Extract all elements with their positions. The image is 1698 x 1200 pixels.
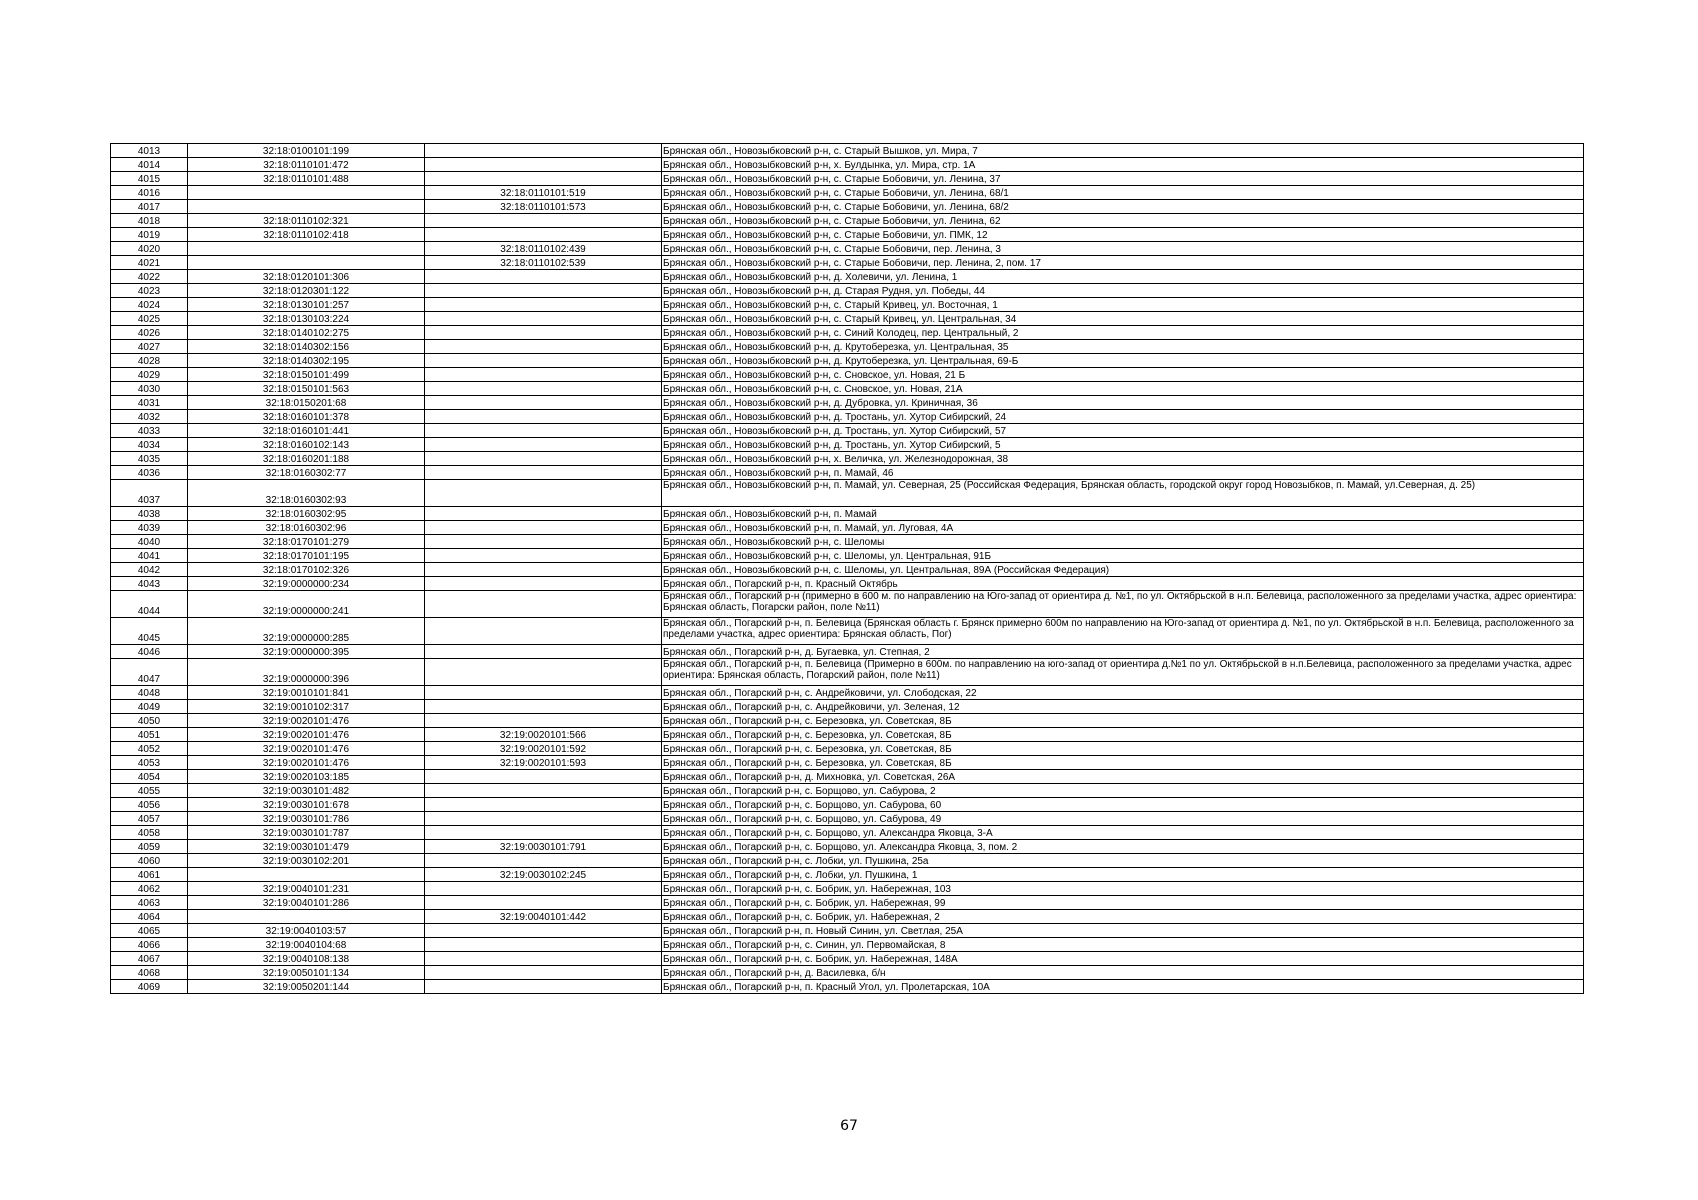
row-number-cell: 4033 bbox=[111, 424, 188, 438]
row-number-cell: 4049 bbox=[111, 700, 188, 714]
row-number-cell: 4020 bbox=[111, 242, 188, 256]
cadastral-number-cell: 32:18:0170101:279 bbox=[188, 535, 425, 549]
cadastral-number-cell: 32:19:0030101:787 bbox=[188, 826, 425, 840]
premises-cadastral-number-cell bbox=[425, 214, 662, 228]
address-cell: Брянская обл., Новозыбковский р-н, п. Мамай bbox=[662, 507, 1584, 521]
table-row bbox=[111, 410, 1584, 424]
address-cell: Брянская обл., Погарский р-н, с. Лобки, ул. Пушкина, 1 bbox=[662, 868, 1584, 882]
address-cell: Брянская обл., Погарский р-н, п. Красный Угол, ул. Пролетарская, 10А bbox=[662, 980, 1584, 994]
address-cell: Брянская обл., Новозыбковский р-н, д. Холевичи, ул. Ленина, 1 bbox=[662, 270, 1584, 284]
cadastral-number-cell: 32:18:0160101:378 bbox=[188, 410, 425, 424]
row-number-cell: 4028 bbox=[111, 354, 188, 368]
premises-cadastral-number-cell bbox=[425, 410, 662, 424]
address-cell: Брянская обл., Новозыбковский р-н, с. Старые Бобовичи, ул. Ленина, 37 bbox=[662, 172, 1584, 186]
row-number-cell: 4035 bbox=[111, 452, 188, 466]
address-cell: Брянская обл., Новозыбковский р-н, д. Дубровка, ул. Криничная, 36 bbox=[662, 396, 1584, 410]
cadastral-number-cell: 32:19:0030102:201 bbox=[188, 854, 425, 868]
address-cell: Брянская обл., Погарский р-н, с. Синин, ул. Первомайская, 8 bbox=[662, 938, 1584, 952]
property-table-body bbox=[111, 144, 1584, 994]
row-number-cell: 4064 bbox=[111, 910, 188, 924]
table-row bbox=[111, 882, 1584, 896]
premises-cadastral-number-cell: 32:18:0110101:573 bbox=[425, 200, 662, 214]
table-row bbox=[111, 924, 1584, 938]
address-cell: Брянская обл., Новозыбковский р-н, с. Сновское, ул. Новая, 21А bbox=[662, 382, 1584, 396]
row-number-cell: 4047 bbox=[111, 659, 188, 686]
address-cell: Брянская обл., Погарский р-н, с. Борщово, ул. Сабурова, 49 bbox=[662, 812, 1584, 826]
premises-cadastral-number-cell bbox=[425, 659, 662, 686]
table-row bbox=[111, 466, 1584, 480]
premises-cadastral-number-cell bbox=[425, 700, 662, 714]
cadastral-number-cell bbox=[188, 868, 425, 882]
cadastral-number-cell: 32:18:0150101:499 bbox=[188, 368, 425, 382]
address-cell: Брянская обл., Погарский р-н, д. Бугаевка, ул. Степная, 2 bbox=[662, 645, 1584, 659]
table-row bbox=[111, 172, 1584, 186]
row-number-cell: 4056 bbox=[111, 798, 188, 812]
table-row bbox=[111, 966, 1584, 980]
row-number-cell: 4031 bbox=[111, 396, 188, 410]
cadastral-number-cell: 32:18:0150201:68 bbox=[188, 396, 425, 410]
table-row bbox=[111, 200, 1584, 214]
cadastral-number-cell: 32:18:0130103:224 bbox=[188, 312, 425, 326]
table-row bbox=[111, 868, 1584, 882]
premises-cadastral-number-cell: 32:18:0110102:539 bbox=[425, 256, 662, 270]
address-cell: Брянская обл., Погарский р-н, с. Березовка, ул. Советская, 8Б bbox=[662, 742, 1584, 756]
cadastral-number-cell: 32:19:0000000:241 bbox=[188, 591, 425, 618]
address-cell: Брянская обл., Новозыбковский р-н, с. Шеломы, ул. Центральная, 91Б bbox=[662, 549, 1584, 563]
premises-cadastral-number-cell bbox=[425, 645, 662, 659]
premises-cadastral-number-cell bbox=[425, 577, 662, 591]
premises-cadastral-number-cell bbox=[425, 896, 662, 910]
table-row bbox=[111, 424, 1584, 438]
premises-cadastral-number-cell bbox=[425, 298, 662, 312]
row-number-cell: 4019 bbox=[111, 228, 188, 242]
address-cell: Брянская обл., Новозыбковский р-н, с. Старые Бобовичи, ул. Ленина, 68/2 bbox=[662, 200, 1584, 214]
premises-cadastral-number-cell bbox=[425, 882, 662, 896]
row-number-cell: 4045 bbox=[111, 618, 188, 645]
address-cell: Брянская обл., Новозыбковский р-н, д. Тростань, ул. Хутор Сибирский, 24 bbox=[662, 410, 1584, 424]
cadastral-number-cell: 32:18:0100101:199 bbox=[188, 144, 425, 158]
row-number-cell: 4014 bbox=[111, 158, 188, 172]
row-number-cell: 4044 bbox=[111, 591, 188, 618]
address-cell: Брянская обл., Новозыбковский р-н, д. Тростань, ул. Хутор Сибирский, 5 bbox=[662, 438, 1584, 452]
row-number-cell: 4017 bbox=[111, 200, 188, 214]
table-row bbox=[111, 186, 1584, 200]
premises-cadastral-number-cell: 32:18:0110102:439 bbox=[425, 242, 662, 256]
table-row bbox=[111, 812, 1584, 826]
premises-cadastral-number-cell bbox=[425, 798, 662, 812]
row-number-cell: 4032 bbox=[111, 410, 188, 424]
premises-cadastral-number-cell bbox=[425, 382, 662, 396]
address-cell: Брянская обл., Новозыбковский р-н, д. Старая Рудня, ул. Победы, 44 bbox=[662, 284, 1584, 298]
table-row bbox=[111, 521, 1584, 535]
table-row bbox=[111, 686, 1584, 700]
address-cell: Брянская обл., Погарский р-н, с. Андрейковичи, ул. Зеленая, 12 bbox=[662, 700, 1584, 714]
premises-cadastral-number-cell: 32:19:0030101:791 bbox=[425, 840, 662, 854]
row-number-cell: 4065 bbox=[111, 924, 188, 938]
row-number-cell: 4062 bbox=[111, 882, 188, 896]
cadastral-number-cell: 32:19:0000000:285 bbox=[188, 618, 425, 645]
table-row bbox=[111, 770, 1584, 784]
row-number-cell: 4037 bbox=[111, 480, 188, 507]
row-number-cell: 4069 bbox=[111, 980, 188, 994]
table-row bbox=[111, 910, 1584, 924]
row-number-cell: 4043 bbox=[111, 577, 188, 591]
address-cell: Брянская обл., Новозыбковский р-н, с. Старые Бобовичи, ул. ПМК, 12 bbox=[662, 228, 1584, 242]
address-cell: Брянская обл., Погарский р-н, с. Бобрик, ул. Набережная, 2 bbox=[662, 910, 1584, 924]
address-cell: Брянская обл., Новозыбковский р-н, х. Булдынка, ул. Мира, стр. 1А bbox=[662, 158, 1584, 172]
premises-cadastral-number-cell bbox=[425, 452, 662, 466]
address-cell: Брянская обл., Новозыбковский р-н, с. Старый Кривец, ул. Центральная, 34 bbox=[662, 312, 1584, 326]
cadastral-number-cell: 32:19:0020103:185 bbox=[188, 770, 425, 784]
table-row bbox=[111, 298, 1584, 312]
row-number-cell: 4041 bbox=[111, 549, 188, 563]
address-cell: Брянская обл., Новозыбковский р-н, с. Синий Колодец, пер. Центральный, 2 bbox=[662, 326, 1584, 340]
row-number-cell: 4018 bbox=[111, 214, 188, 228]
row-number-cell: 4063 bbox=[111, 896, 188, 910]
cadastral-number-cell: 32:18:0110102:418 bbox=[188, 228, 425, 242]
cadastral-number-cell: 32:18:0130101:257 bbox=[188, 298, 425, 312]
row-number-cell: 4061 bbox=[111, 868, 188, 882]
premises-cadastral-number-cell: 32:18:0110101:519 bbox=[425, 186, 662, 200]
address-cell: Брянская обл., Погарский р-н, с. Березовка, ул. Советская, 8Б bbox=[662, 756, 1584, 770]
row-number-cell: 4053 bbox=[111, 756, 188, 770]
address-cell: Брянская обл., Новозыбковский р-н, с. Старый Кривец, ул. Восточная, 1 bbox=[662, 298, 1584, 312]
address-cell: Брянская обл., Погарский р-н, д. Василевка, б/н bbox=[662, 966, 1584, 980]
address-cell: Брянская обл., Погарский р-н, с. Андрейковичи, ул. Слободская, 22 bbox=[662, 686, 1584, 700]
premises-cadastral-number-cell: 32:19:0020101:592 bbox=[425, 742, 662, 756]
premises-cadastral-number-cell bbox=[425, 980, 662, 994]
premises-cadastral-number-cell bbox=[425, 563, 662, 577]
address-cell: Брянская обл., Погарский р-н, п. Белевица (Брянская область г. Брянск примерно 600м по направлению на Юго-запад от ориентира д. №1, по ул. Октябрьской в н.п. Белевица, расположенного за пределами участка, адрес ориентира: Брянская область, Пог) bbox=[662, 618, 1584, 645]
cadastral-number-cell bbox=[188, 200, 425, 214]
table-row bbox=[111, 354, 1584, 368]
table-row bbox=[111, 854, 1584, 868]
address-cell: Брянская обл., Новозыбковский р-н, с. Старые Бобовичи, ул. Ленина, 68/1 bbox=[662, 186, 1584, 200]
premises-cadastral-number-cell bbox=[425, 591, 662, 618]
cadastral-number-cell: 32:19:0020101:476 bbox=[188, 714, 425, 728]
premises-cadastral-number-cell bbox=[425, 158, 662, 172]
cadastral-number-cell: 32:19:0040104:68 bbox=[188, 938, 425, 952]
cadastral-number-cell bbox=[188, 242, 425, 256]
table-row bbox=[111, 214, 1584, 228]
premises-cadastral-number-cell bbox=[425, 952, 662, 966]
address-cell: Брянская обл., Погарский р-н, п. Новый Синин, ул. Светлая, 25А bbox=[662, 924, 1584, 938]
row-number-cell: 4050 bbox=[111, 714, 188, 728]
premises-cadastral-number-cell bbox=[425, 396, 662, 410]
address-cell: Брянская обл., Новозыбковский р-н, с. Шеломы bbox=[662, 535, 1584, 549]
premises-cadastral-number-cell bbox=[425, 284, 662, 298]
cadastral-number-cell: 32:19:0030101:678 bbox=[188, 798, 425, 812]
address-cell: Брянская обл., Новозыбковский р-н, с. Старые Бобовичи, пер. Ленина, 2, пом. 17 bbox=[662, 256, 1584, 270]
address-cell: Брянская обл., Погарский р-н, п. Белевица (Примерно в 600м. по направлению на юго-запад от ориентира д.№1 по ул. Октябрьской в н.п.Белевица, расположенного за пределами участка, адрес ориентира: Брянская область, Погарский район, поле №11) bbox=[662, 659, 1584, 686]
premises-cadastral-number-cell: 32:19:0020101:593 bbox=[425, 756, 662, 770]
premises-cadastral-number-cell bbox=[425, 714, 662, 728]
address-cell: Брянская обл., Погарский р-н, с. Лобки, ул. Пушкина, 25а bbox=[662, 854, 1584, 868]
cadastral-number-cell: 32:18:0110101:472 bbox=[188, 158, 425, 172]
address-cell: Брянская обл., Новозыбковский р-н, с. Старые Бобовичи, пер. Ленина, 3 bbox=[662, 242, 1584, 256]
premises-cadastral-number-cell bbox=[425, 340, 662, 354]
cadastral-number-cell: 32:19:0030101:482 bbox=[188, 784, 425, 798]
address-cell: Брянская обл., Новозыбковский р-н, д. Крутоберезка, ул. Центральная, 69-Б bbox=[662, 354, 1584, 368]
table-row bbox=[111, 312, 1584, 326]
address-cell: Брянская обл., Новозыбковский р-н, с. Старые Бобовичи, ул. Ленина, 62 bbox=[662, 214, 1584, 228]
cadastral-number-cell: 32:18:0140302:195 bbox=[188, 354, 425, 368]
row-number-cell: 4034 bbox=[111, 438, 188, 452]
table-row bbox=[111, 480, 1584, 507]
premises-cadastral-number-cell bbox=[425, 784, 662, 798]
premises-cadastral-number-cell bbox=[425, 549, 662, 563]
table-row bbox=[111, 784, 1584, 798]
table-row bbox=[111, 563, 1584, 577]
cadastral-number-cell: 32:18:0160302:93 bbox=[188, 480, 425, 507]
row-number-cell: 4057 bbox=[111, 812, 188, 826]
cadastral-number-cell: 32:18:0160101:441 bbox=[188, 424, 425, 438]
row-number-cell: 4040 bbox=[111, 535, 188, 549]
row-number-cell: 4024 bbox=[111, 298, 188, 312]
cadastral-number-cell: 32:18:0110102:321 bbox=[188, 214, 425, 228]
address-cell: Брянская обл., Новозыбковский р-н, д. Тростань, ул. Хутор Сибирский, 57 bbox=[662, 424, 1584, 438]
premises-cadastral-number-cell bbox=[425, 938, 662, 952]
table-row bbox=[111, 228, 1584, 242]
address-cell: Брянская обл., Погарский р-н, с. Борщово, ул. Сабурова, 60 bbox=[662, 798, 1584, 812]
cadastral-number-cell: 32:18:0160302:95 bbox=[188, 507, 425, 521]
premises-cadastral-number-cell bbox=[425, 521, 662, 535]
cadastral-number-cell: 32:18:0160302:96 bbox=[188, 521, 425, 535]
row-number-cell: 4023 bbox=[111, 284, 188, 298]
cadastral-number-cell: 32:18:0170102:326 bbox=[188, 563, 425, 577]
table-row bbox=[111, 158, 1584, 172]
address-cell: Брянская обл., Погарский р-н, с. Березовка, ул. Советская, 8Б bbox=[662, 714, 1584, 728]
cadastral-number-cell: 32:19:0050101:134 bbox=[188, 966, 425, 980]
premises-cadastral-number-cell: 32:19:0030102:245 bbox=[425, 868, 662, 882]
row-number-cell: 4046 bbox=[111, 645, 188, 659]
table-row bbox=[111, 645, 1584, 659]
cadastral-number-cell: 32:18:0170101:195 bbox=[188, 549, 425, 563]
premises-cadastral-number-cell bbox=[425, 438, 662, 452]
address-cell: Брянская обл., Погарский р-н, с. Борщово, ул. Александра Яковца, 3, пом. 2 bbox=[662, 840, 1584, 854]
table-row bbox=[111, 284, 1584, 298]
cadastral-number-cell: 32:19:0010101:841 bbox=[188, 686, 425, 700]
cadastral-number-cell: 32:19:0020101:476 bbox=[188, 728, 425, 742]
row-number-cell: 4038 bbox=[111, 507, 188, 521]
table-row bbox=[111, 452, 1584, 466]
row-number-cell: 4016 bbox=[111, 186, 188, 200]
table-row bbox=[111, 535, 1584, 549]
row-number-cell: 4042 bbox=[111, 563, 188, 577]
page-number: 67 bbox=[840, 1118, 858, 1134]
address-cell: Брянская обл., Погарский р-н, с. Бобрик, ул. Набережная, 148А bbox=[662, 952, 1584, 966]
cadastral-number-cell: 32:18:0140302:156 bbox=[188, 340, 425, 354]
address-cell: Брянская обл., Новозыбковский р-н, с. Старый Вышков, ул. Мира, 7 bbox=[662, 144, 1584, 158]
premises-cadastral-number-cell bbox=[425, 812, 662, 826]
row-number-cell: 4015 bbox=[111, 172, 188, 186]
table-row bbox=[111, 549, 1584, 563]
row-number-cell: 4026 bbox=[111, 326, 188, 340]
cadastral-number-cell: 32:19:0040103:57 bbox=[188, 924, 425, 938]
cadastral-number-cell: 32:19:0000000:234 bbox=[188, 577, 425, 591]
table-row bbox=[111, 368, 1584, 382]
table-row bbox=[111, 938, 1584, 952]
cadastral-number-cell: 32:19:0010102:317 bbox=[188, 700, 425, 714]
table-row bbox=[111, 396, 1584, 410]
property-table bbox=[110, 143, 1584, 994]
cadastral-number-cell: 32:18:0110101:488 bbox=[188, 172, 425, 186]
table-row bbox=[111, 714, 1584, 728]
cadastral-number-cell: 32:19:0040101:231 bbox=[188, 882, 425, 896]
address-cell: Брянская обл., Новозыбковский р-н, п. Мамай, ул. Северная, 25 (Российская Федерация, Брянская область, городской округ город Новозыбков, п. Мамай, ул.Северная, д. 25) bbox=[662, 480, 1584, 507]
premises-cadastral-number-cell bbox=[425, 770, 662, 784]
cadastral-number-cell: 32:19:0000000:395 bbox=[188, 645, 425, 659]
cadastral-number-cell: 32:18:0160102:143 bbox=[188, 438, 425, 452]
table-row bbox=[111, 980, 1584, 994]
premises-cadastral-number-cell bbox=[425, 924, 662, 938]
premises-cadastral-number-cell bbox=[425, 354, 662, 368]
row-number-cell: 4054 bbox=[111, 770, 188, 784]
cadastral-number-cell: 32:18:0120301:122 bbox=[188, 284, 425, 298]
premises-cadastral-number-cell bbox=[425, 826, 662, 840]
cadastral-number-cell: 32:19:0040108:138 bbox=[188, 952, 425, 966]
table-row bbox=[111, 577, 1584, 591]
row-number-cell: 4051 bbox=[111, 728, 188, 742]
premises-cadastral-number-cell bbox=[425, 507, 662, 521]
row-number-cell: 4013 bbox=[111, 144, 188, 158]
row-number-cell: 4036 bbox=[111, 466, 188, 480]
table-row bbox=[111, 896, 1584, 910]
table-row bbox=[111, 618, 1584, 645]
cadastral-number-cell bbox=[188, 186, 425, 200]
address-cell: Брянская обл., Погарский р-н, с. Борщово, ул. Александра Яковца, 3-А bbox=[662, 826, 1584, 840]
address-cell: Брянская обл., Новозыбковский р-н, п. Мамай, ул. Луговая, 4А bbox=[662, 521, 1584, 535]
row-number-cell: 4039 bbox=[111, 521, 188, 535]
premises-cadastral-number-cell bbox=[425, 686, 662, 700]
premises-cadastral-number-cell bbox=[425, 618, 662, 645]
row-number-cell: 4060 bbox=[111, 854, 188, 868]
table-row bbox=[111, 382, 1584, 396]
table-row bbox=[111, 826, 1584, 840]
cadastral-number-cell: 32:19:0030101:479 bbox=[188, 840, 425, 854]
premises-cadastral-number-cell: 32:19:0040101:442 bbox=[425, 910, 662, 924]
row-number-cell: 4030 bbox=[111, 382, 188, 396]
cadastral-number-cell: 32:18:0150101:563 bbox=[188, 382, 425, 396]
cadastral-number-cell bbox=[188, 256, 425, 270]
table-row bbox=[111, 144, 1584, 158]
premises-cadastral-number-cell bbox=[425, 228, 662, 242]
row-number-cell: 4067 bbox=[111, 952, 188, 966]
table-row bbox=[111, 728, 1584, 742]
table-row bbox=[111, 256, 1584, 270]
table-row bbox=[111, 659, 1584, 686]
address-cell: Брянская обл., Погарский р-н, с. Березовка, ул. Советская, 8Б bbox=[662, 728, 1584, 742]
row-number-cell: 4052 bbox=[111, 742, 188, 756]
premises-cadastral-number-cell bbox=[425, 312, 662, 326]
address-cell: Брянская обл., Новозыбковский р-н, с. Сновское, ул. Новая, 21 Б bbox=[662, 368, 1584, 382]
table-row bbox=[111, 798, 1584, 812]
row-number-cell: 4022 bbox=[111, 270, 188, 284]
premises-cadastral-number-cell bbox=[425, 466, 662, 480]
premises-cadastral-number-cell bbox=[425, 480, 662, 507]
premises-cadastral-number-cell: 32:19:0020101:566 bbox=[425, 728, 662, 742]
table-row bbox=[111, 952, 1584, 966]
table-row bbox=[111, 270, 1584, 284]
table-row bbox=[111, 840, 1584, 854]
address-cell: Брянская обл., Погарский р-н, п. Красный Октябрь bbox=[662, 577, 1584, 591]
address-cell: Брянская обл., Погарский р-н, д. Михновка, ул. Советская, 26А bbox=[662, 770, 1584, 784]
row-number-cell: 4055 bbox=[111, 784, 188, 798]
premises-cadastral-number-cell bbox=[425, 270, 662, 284]
table-row bbox=[111, 507, 1584, 521]
cadastral-number-cell: 32:18:0160201:188 bbox=[188, 452, 425, 466]
table-row bbox=[111, 340, 1584, 354]
premises-cadastral-number-cell bbox=[425, 172, 662, 186]
premises-cadastral-number-cell bbox=[425, 144, 662, 158]
table-row bbox=[111, 326, 1584, 340]
row-number-cell: 4021 bbox=[111, 256, 188, 270]
premises-cadastral-number-cell bbox=[425, 966, 662, 980]
cadastral-number-cell: 32:19:0030101:786 bbox=[188, 812, 425, 826]
table-row bbox=[111, 591, 1584, 618]
row-number-cell: 4029 bbox=[111, 368, 188, 382]
cadastral-number-cell: 32:19:0040101:286 bbox=[188, 896, 425, 910]
table-row bbox=[111, 242, 1584, 256]
cadastral-number-cell: 32:18:0140102:275 bbox=[188, 326, 425, 340]
row-number-cell: 4068 bbox=[111, 966, 188, 980]
address-cell: Брянская обл., Новозыбковский р-н, д. Крутоберезка, ул. Центральная, 35 bbox=[662, 340, 1584, 354]
row-number-cell: 4048 bbox=[111, 686, 188, 700]
address-cell: Брянская обл., Погарский р-н, с. Бобрик, ул. Набережная, 103 bbox=[662, 882, 1584, 896]
row-number-cell: 4058 bbox=[111, 826, 188, 840]
address-cell: Брянская обл., Новозыбковский р-н, п. Мамай, 46 bbox=[662, 466, 1584, 480]
row-number-cell: 4066 bbox=[111, 938, 188, 952]
premises-cadastral-number-cell bbox=[425, 424, 662, 438]
row-number-cell: 4059 bbox=[111, 840, 188, 854]
row-number-cell: 4027 bbox=[111, 340, 188, 354]
cadastral-number-cell: 32:19:0050201:144 bbox=[188, 980, 425, 994]
address-cell: Брянская обл., Новозыбковский р-н, с. Шеломы, ул. Центральная, 89А (Российская Федерация) bbox=[662, 563, 1584, 577]
premises-cadastral-number-cell bbox=[425, 368, 662, 382]
premises-cadastral-number-cell bbox=[425, 854, 662, 868]
cadastral-number-cell: 32:18:0120101:306 bbox=[188, 270, 425, 284]
cadastral-number-cell: 32:18:0160302:77 bbox=[188, 466, 425, 480]
cadastral-number-cell: 32:19:0020101:476 bbox=[188, 756, 425, 770]
address-cell: Брянская обл., Погарский р-н (примерно в 600 м. по направлению на Юго-запад от ориентира д. №1, по ул. Октябрьской в н.п. Белевица, расположенного за пределами участка, адрес ориентира: Брянская область, Погарски район, поле №11) bbox=[662, 591, 1584, 618]
row-number-cell: 4025 bbox=[111, 312, 188, 326]
cadastral-number-cell bbox=[188, 910, 425, 924]
address-cell: Брянская обл., Новозыбковский р-н, х. Величка, ул. Железнодорожная, 38 bbox=[662, 452, 1584, 466]
address-cell: Брянская обл., Погарский р-н, с. Борщово, ул. Сабурова, 2 bbox=[662, 784, 1584, 798]
cadastral-number-cell: 32:19:0000000:396 bbox=[188, 659, 425, 686]
cadastral-number-cell: 32:19:0020101:476 bbox=[188, 742, 425, 756]
table-row bbox=[111, 756, 1584, 770]
address-cell: Брянская обл., Погарский р-н, с. Бобрик, ул. Набережная, 99 bbox=[662, 896, 1584, 910]
table-row bbox=[111, 700, 1584, 714]
table-row bbox=[111, 438, 1584, 452]
premises-cadastral-number-cell bbox=[425, 535, 662, 549]
premises-cadastral-number-cell bbox=[425, 326, 662, 340]
table-row bbox=[111, 742, 1584, 756]
